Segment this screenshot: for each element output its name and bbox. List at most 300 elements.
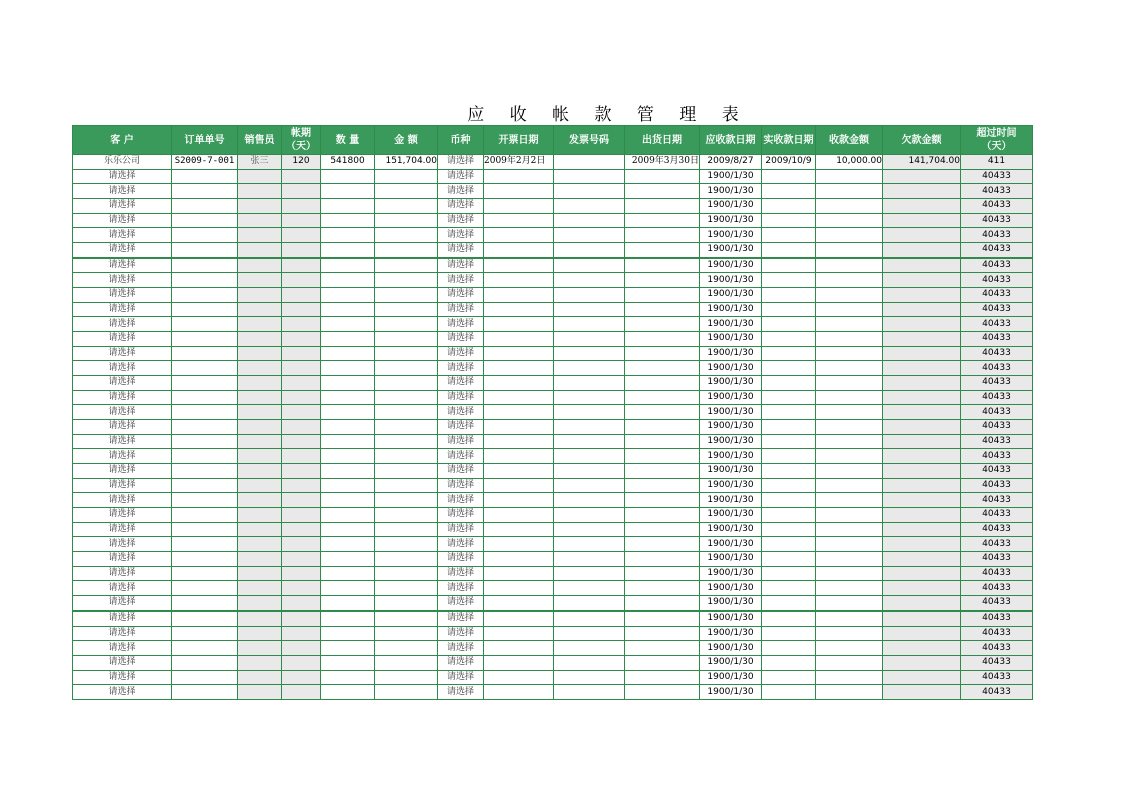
invoice-no-cell[interactable]	[554, 184, 625, 199]
owed-cell[interactable]	[883, 596, 961, 611]
owed-cell[interactable]	[883, 420, 961, 435]
term-cell[interactable]	[282, 522, 321, 537]
invoice-date-cell[interactable]	[484, 405, 554, 420]
customer-cell[interactable]: 请选择	[73, 655, 172, 670]
overdue-cell[interactable]: 40433	[961, 169, 1033, 184]
overdue-cell[interactable]: 40433	[961, 390, 1033, 405]
amount-cell[interactable]	[375, 537, 438, 552]
order-no-cell[interactable]	[172, 317, 238, 332]
owed-cell[interactable]	[883, 552, 961, 567]
due-date-cell[interactable]: 1900/1/30	[700, 522, 762, 537]
due-date-cell[interactable]: 1900/1/30	[700, 376, 762, 391]
overdue-cell[interactable]: 40433	[961, 258, 1033, 273]
invoice-date-cell[interactable]	[484, 243, 554, 258]
invoice-no-cell[interactable]	[554, 346, 625, 361]
salesperson-cell[interactable]	[238, 420, 282, 435]
salesperson-cell[interactable]	[238, 670, 282, 685]
owed-cell[interactable]	[883, 537, 961, 552]
due-date-cell[interactable]: 1900/1/30	[700, 420, 762, 435]
amount-cell[interactable]	[375, 434, 438, 449]
received-cell[interactable]	[816, 288, 883, 303]
salesperson-cell[interactable]	[238, 611, 282, 626]
owed-cell[interactable]	[883, 685, 961, 700]
term-cell[interactable]	[282, 420, 321, 435]
received-cell[interactable]	[816, 685, 883, 700]
ship-date-cell[interactable]	[625, 641, 700, 656]
salesperson-cell[interactable]	[238, 390, 282, 405]
due-date-cell[interactable]: 1900/1/30	[700, 685, 762, 700]
quantity-cell[interactable]	[321, 346, 375, 361]
invoice-date-cell[interactable]	[484, 566, 554, 581]
invoice-date-cell[interactable]	[484, 478, 554, 493]
salesperson-cell[interactable]	[238, 581, 282, 596]
actual-date-cell[interactable]	[762, 361, 816, 376]
received-cell[interactable]	[816, 581, 883, 596]
received-cell[interactable]	[816, 611, 883, 626]
amount-cell[interactable]	[375, 302, 438, 317]
due-date-cell[interactable]: 1900/1/30	[700, 302, 762, 317]
ship-date-cell[interactable]	[625, 405, 700, 420]
overdue-cell[interactable]: 40433	[961, 655, 1033, 670]
quantity-cell[interactable]	[321, 596, 375, 611]
currency-cell[interactable]: 请选择	[438, 317, 484, 332]
customer-cell[interactable]: 请选择	[73, 390, 172, 405]
customer-cell[interactable]: 请选择	[73, 288, 172, 303]
owed-cell[interactable]	[883, 317, 961, 332]
customer-cell[interactable]: 请选择	[73, 537, 172, 552]
order-no-cell[interactable]	[172, 566, 238, 581]
received-cell[interactable]: 10,000.00	[816, 155, 883, 170]
actual-date-cell[interactable]	[762, 302, 816, 317]
actual-date-cell[interactable]	[762, 655, 816, 670]
invoice-date-cell[interactable]	[484, 361, 554, 376]
invoice-no-cell[interactable]	[554, 552, 625, 567]
invoice-date-cell[interactable]	[484, 434, 554, 449]
quantity-cell[interactable]	[321, 273, 375, 288]
term-cell[interactable]	[282, 581, 321, 596]
term-cell[interactable]	[282, 434, 321, 449]
term-cell[interactable]	[282, 626, 321, 641]
due-date-cell[interactable]: 1900/1/30	[700, 449, 762, 464]
amount-cell[interactable]	[375, 508, 438, 523]
ship-date-cell[interactable]	[625, 478, 700, 493]
invoice-date-cell[interactable]	[484, 581, 554, 596]
order-no-cell[interactable]	[172, 537, 238, 552]
order-no-cell[interactable]	[172, 346, 238, 361]
ship-date-cell[interactable]	[625, 184, 700, 199]
customer-cell[interactable]: 请选择	[73, 361, 172, 376]
amount-cell[interactable]	[375, 449, 438, 464]
received-cell[interactable]	[816, 169, 883, 184]
actual-date-cell[interactable]	[762, 228, 816, 243]
invoice-date-cell[interactable]	[484, 346, 554, 361]
order-no-cell[interactable]	[172, 449, 238, 464]
invoice-date-cell[interactable]	[484, 655, 554, 670]
quantity-cell[interactable]	[321, 552, 375, 567]
owed-cell[interactable]	[883, 273, 961, 288]
overdue-cell[interactable]: 40433	[961, 273, 1033, 288]
owed-cell[interactable]	[883, 288, 961, 303]
quantity-cell[interactable]	[321, 464, 375, 479]
amount-cell[interactable]	[375, 169, 438, 184]
customer-cell[interactable]: 请选择	[73, 508, 172, 523]
quantity-cell[interactable]	[321, 641, 375, 656]
overdue-cell[interactable]: 40433	[961, 449, 1033, 464]
owed-cell[interactable]	[883, 566, 961, 581]
currency-cell[interactable]: 请选择	[438, 434, 484, 449]
currency-cell[interactable]: 请选择	[438, 243, 484, 258]
actual-date-cell[interactable]	[762, 288, 816, 303]
salesperson-cell[interactable]	[238, 302, 282, 317]
quantity-cell[interactable]	[321, 566, 375, 581]
received-cell[interactable]	[816, 317, 883, 332]
customer-cell[interactable]: 请选择	[73, 302, 172, 317]
received-cell[interactable]	[816, 552, 883, 567]
currency-cell[interactable]: 请选择	[438, 581, 484, 596]
owed-cell[interactable]	[883, 522, 961, 537]
amount-cell[interactable]	[375, 361, 438, 376]
quantity-cell[interactable]	[321, 581, 375, 596]
term-cell[interactable]	[282, 243, 321, 258]
due-date-cell[interactable]: 1900/1/30	[700, 317, 762, 332]
actual-date-cell[interactable]	[762, 184, 816, 199]
actual-date-cell[interactable]	[762, 493, 816, 508]
ship-date-cell[interactable]	[625, 596, 700, 611]
customer-cell[interactable]: 请选择	[73, 566, 172, 581]
quantity-cell[interactable]	[321, 449, 375, 464]
owed-cell[interactable]	[883, 199, 961, 214]
currency-cell[interactable]: 请选择	[438, 184, 484, 199]
ship-date-cell[interactable]	[625, 566, 700, 581]
currency-cell[interactable]: 请选择	[438, 258, 484, 273]
order-no-cell[interactable]	[172, 243, 238, 258]
due-date-cell[interactable]: 1900/1/30	[700, 641, 762, 656]
due-date-cell[interactable]: 1900/1/30	[700, 655, 762, 670]
owed-cell[interactable]	[883, 493, 961, 508]
overdue-cell[interactable]: 40433	[961, 478, 1033, 493]
term-cell[interactable]	[282, 552, 321, 567]
received-cell[interactable]	[816, 655, 883, 670]
customer-cell[interactable]: 乐乐公司	[73, 155, 172, 170]
invoice-no-cell[interactable]	[554, 332, 625, 347]
order-no-cell[interactable]	[172, 522, 238, 537]
invoice-no-cell[interactable]	[554, 685, 625, 700]
overdue-cell[interactable]: 40433	[961, 626, 1033, 641]
overdue-cell[interactable]: 40433	[961, 346, 1033, 361]
overdue-cell[interactable]: 40433	[961, 332, 1033, 347]
ship-date-cell[interactable]	[625, 537, 700, 552]
owed-cell[interactable]	[883, 376, 961, 391]
salesperson-cell[interactable]	[238, 508, 282, 523]
term-cell[interactable]	[282, 464, 321, 479]
invoice-date-cell[interactable]	[484, 611, 554, 626]
customer-cell[interactable]: 请选择	[73, 626, 172, 641]
actual-date-cell[interactable]	[762, 434, 816, 449]
salesperson-cell[interactable]	[238, 464, 282, 479]
term-cell[interactable]	[282, 685, 321, 700]
amount-cell[interactable]	[375, 420, 438, 435]
order-no-cell[interactable]	[172, 213, 238, 228]
owed-cell[interactable]	[883, 258, 961, 273]
actual-date-cell[interactable]	[762, 376, 816, 391]
currency-cell[interactable]: 请选择	[438, 361, 484, 376]
overdue-cell[interactable]: 40433	[961, 184, 1033, 199]
order-no-cell[interactable]	[172, 405, 238, 420]
salesperson-cell[interactable]	[238, 641, 282, 656]
quantity-cell[interactable]	[321, 317, 375, 332]
invoice-date-cell[interactable]	[484, 596, 554, 611]
order-no-cell[interactable]	[172, 596, 238, 611]
order-no-cell[interactable]	[172, 390, 238, 405]
ship-date-cell[interactable]	[625, 581, 700, 596]
salesperson-cell[interactable]	[238, 346, 282, 361]
ship-date-cell[interactable]: 2009年3月30日	[625, 155, 700, 170]
salesperson-cell[interactable]	[238, 332, 282, 347]
overdue-cell[interactable]: 40433	[961, 566, 1033, 581]
received-cell[interactable]	[816, 376, 883, 391]
owed-cell[interactable]	[883, 405, 961, 420]
amount-cell[interactable]	[375, 184, 438, 199]
term-cell[interactable]	[282, 655, 321, 670]
amount-cell[interactable]	[375, 390, 438, 405]
customer-cell[interactable]: 请选择	[73, 258, 172, 273]
order-no-cell[interactable]	[172, 641, 238, 656]
received-cell[interactable]	[816, 228, 883, 243]
invoice-date-cell[interactable]	[484, 228, 554, 243]
salesperson-cell[interactable]	[238, 405, 282, 420]
overdue-cell[interactable]: 40433	[961, 199, 1033, 214]
invoice-no-cell[interactable]	[554, 228, 625, 243]
actual-date-cell[interactable]	[762, 685, 816, 700]
currency-cell[interactable]: 请选择	[438, 332, 484, 347]
invoice-no-cell[interactable]	[554, 478, 625, 493]
amount-cell[interactable]	[375, 626, 438, 641]
received-cell[interactable]	[816, 537, 883, 552]
actual-date-cell[interactable]	[762, 169, 816, 184]
invoice-date-cell[interactable]	[484, 169, 554, 184]
amount-cell[interactable]	[375, 288, 438, 303]
invoice-no-cell[interactable]	[554, 155, 625, 170]
actual-date-cell[interactable]	[762, 522, 816, 537]
actual-date-cell[interactable]	[762, 566, 816, 581]
owed-cell[interactable]	[883, 169, 961, 184]
due-date-cell[interactable]: 1900/1/30	[700, 537, 762, 552]
owed-cell[interactable]	[883, 478, 961, 493]
quantity-cell[interactable]	[321, 655, 375, 670]
invoice-date-cell[interactable]	[484, 537, 554, 552]
customer-cell[interactable]: 请选择	[73, 596, 172, 611]
salesperson-cell[interactable]	[238, 273, 282, 288]
ship-date-cell[interactable]	[625, 508, 700, 523]
term-cell[interactable]	[282, 449, 321, 464]
actual-date-cell[interactable]	[762, 243, 816, 258]
overdue-cell[interactable]: 40433	[961, 493, 1033, 508]
overdue-cell[interactable]: 40433	[961, 420, 1033, 435]
currency-cell[interactable]: 请选择	[438, 273, 484, 288]
invoice-date-cell[interactable]	[484, 332, 554, 347]
salesperson-cell[interactable]	[238, 169, 282, 184]
actual-date-cell[interactable]	[762, 537, 816, 552]
quantity-cell[interactable]	[321, 685, 375, 700]
order-no-cell[interactable]	[172, 199, 238, 214]
ship-date-cell[interactable]	[625, 228, 700, 243]
owed-cell[interactable]	[883, 213, 961, 228]
due-date-cell[interactable]: 1900/1/30	[700, 508, 762, 523]
overdue-cell[interactable]: 40433	[961, 213, 1033, 228]
invoice-date-cell[interactable]	[484, 522, 554, 537]
salesperson-cell[interactable]	[238, 361, 282, 376]
received-cell[interactable]	[816, 361, 883, 376]
ship-date-cell[interactable]	[625, 361, 700, 376]
order-no-cell[interactable]	[172, 478, 238, 493]
invoice-date-cell[interactable]	[484, 317, 554, 332]
currency-cell[interactable]: 请选择	[438, 611, 484, 626]
invoice-no-cell[interactable]	[554, 596, 625, 611]
invoice-date-cell[interactable]	[484, 302, 554, 317]
salesperson-cell[interactable]	[238, 317, 282, 332]
actual-date-cell[interactable]	[762, 405, 816, 420]
received-cell[interactable]	[816, 434, 883, 449]
owed-cell[interactable]	[883, 390, 961, 405]
actual-date-cell[interactable]: 2009/10/9	[762, 155, 816, 170]
term-cell[interactable]	[282, 213, 321, 228]
order-no-cell[interactable]	[172, 626, 238, 641]
overdue-cell[interactable]: 40433	[961, 405, 1033, 420]
currency-cell[interactable]: 请选择	[438, 655, 484, 670]
currency-cell[interactable]: 请选择	[438, 464, 484, 479]
order-no-cell[interactable]	[172, 670, 238, 685]
order-no-cell[interactable]	[172, 581, 238, 596]
received-cell[interactable]	[816, 332, 883, 347]
customer-cell[interactable]: 请选择	[73, 581, 172, 596]
received-cell[interactable]	[816, 596, 883, 611]
invoice-date-cell[interactable]	[484, 508, 554, 523]
received-cell[interactable]	[816, 346, 883, 361]
customer-cell[interactable]: 请选择	[73, 434, 172, 449]
salesperson-cell[interactable]	[238, 213, 282, 228]
invoice-no-cell[interactable]	[554, 405, 625, 420]
ship-date-cell[interactable]	[625, 449, 700, 464]
owed-cell[interactable]: 141,704.00	[883, 155, 961, 170]
invoice-no-cell[interactable]	[554, 317, 625, 332]
actual-date-cell[interactable]	[762, 552, 816, 567]
quantity-cell[interactable]	[321, 434, 375, 449]
currency-cell[interactable]: 请选择	[438, 522, 484, 537]
invoice-date-cell[interactable]	[484, 288, 554, 303]
currency-cell[interactable]: 请选择	[438, 199, 484, 214]
ship-date-cell[interactable]	[625, 626, 700, 641]
quantity-cell[interactable]	[321, 493, 375, 508]
term-cell[interactable]	[282, 317, 321, 332]
amount-cell[interactable]	[375, 405, 438, 420]
term-cell[interactable]	[282, 184, 321, 199]
salesperson-cell[interactable]	[238, 626, 282, 641]
invoice-no-cell[interactable]	[554, 626, 625, 641]
due-date-cell[interactable]: 1900/1/30	[700, 228, 762, 243]
order-no-cell[interactable]	[172, 273, 238, 288]
received-cell[interactable]	[816, 508, 883, 523]
order-no-cell[interactable]	[172, 611, 238, 626]
invoice-date-cell[interactable]	[484, 213, 554, 228]
invoice-date-cell[interactable]	[484, 670, 554, 685]
received-cell[interactable]	[816, 390, 883, 405]
term-cell[interactable]	[282, 288, 321, 303]
actual-date-cell[interactable]	[762, 641, 816, 656]
invoice-date-cell[interactable]	[484, 376, 554, 391]
currency-cell[interactable]: 请选择	[438, 405, 484, 420]
due-date-cell[interactable]: 1900/1/30	[700, 626, 762, 641]
ship-date-cell[interactable]	[625, 273, 700, 288]
quantity-cell[interactable]	[321, 213, 375, 228]
customer-cell[interactable]: 请选择	[73, 273, 172, 288]
amount-cell[interactable]	[375, 655, 438, 670]
received-cell[interactable]	[816, 258, 883, 273]
due-date-cell[interactable]: 1900/1/30	[700, 346, 762, 361]
due-date-cell[interactable]: 1900/1/30	[700, 434, 762, 449]
quantity-cell[interactable]	[321, 405, 375, 420]
salesperson-cell[interactable]	[238, 537, 282, 552]
customer-cell[interactable]: 请选择	[73, 685, 172, 700]
order-no-cell[interactable]	[172, 434, 238, 449]
amount-cell[interactable]	[375, 258, 438, 273]
due-date-cell[interactable]: 1900/1/30	[700, 464, 762, 479]
term-cell[interactable]: 120	[282, 155, 321, 170]
amount-cell[interactable]	[375, 641, 438, 656]
quantity-cell[interactable]	[321, 670, 375, 685]
invoice-no-cell[interactable]	[554, 566, 625, 581]
quantity-cell[interactable]	[321, 420, 375, 435]
term-cell[interactable]	[282, 566, 321, 581]
invoice-date-cell[interactable]	[484, 273, 554, 288]
actual-date-cell[interactable]	[762, 670, 816, 685]
owed-cell[interactable]	[883, 332, 961, 347]
salesperson-cell[interactable]	[238, 288, 282, 303]
quantity-cell[interactable]	[321, 332, 375, 347]
salesperson-cell[interactable]	[238, 522, 282, 537]
due-date-cell[interactable]: 1900/1/30	[700, 332, 762, 347]
invoice-date-cell[interactable]	[484, 184, 554, 199]
invoice-no-cell[interactable]	[554, 611, 625, 626]
amount-cell[interactable]	[375, 552, 438, 567]
actual-date-cell[interactable]	[762, 464, 816, 479]
due-date-cell[interactable]: 1900/1/30	[700, 596, 762, 611]
quantity-cell[interactable]	[321, 626, 375, 641]
ship-date-cell[interactable]	[625, 302, 700, 317]
order-no-cell[interactable]	[172, 169, 238, 184]
currency-cell[interactable]: 请选择	[438, 626, 484, 641]
actual-date-cell[interactable]	[762, 346, 816, 361]
customer-cell[interactable]: 请选择	[73, 199, 172, 214]
term-cell[interactable]	[282, 169, 321, 184]
invoice-date-cell[interactable]	[484, 493, 554, 508]
invoice-no-cell[interactable]	[554, 464, 625, 479]
due-date-cell[interactable]: 1900/1/30	[700, 273, 762, 288]
ship-date-cell[interactable]	[625, 611, 700, 626]
actual-date-cell[interactable]	[762, 273, 816, 288]
currency-cell[interactable]: 请选择	[438, 346, 484, 361]
owed-cell[interactable]	[883, 302, 961, 317]
received-cell[interactable]	[816, 670, 883, 685]
quantity-cell[interactable]	[321, 478, 375, 493]
owed-cell[interactable]	[883, 228, 961, 243]
order-no-cell[interactable]	[172, 655, 238, 670]
customer-cell[interactable]: 请选择	[73, 169, 172, 184]
quantity-cell[interactable]	[321, 288, 375, 303]
invoice-no-cell[interactable]	[554, 420, 625, 435]
order-no-cell[interactable]	[172, 288, 238, 303]
actual-date-cell[interactable]	[762, 596, 816, 611]
received-cell[interactable]	[816, 522, 883, 537]
